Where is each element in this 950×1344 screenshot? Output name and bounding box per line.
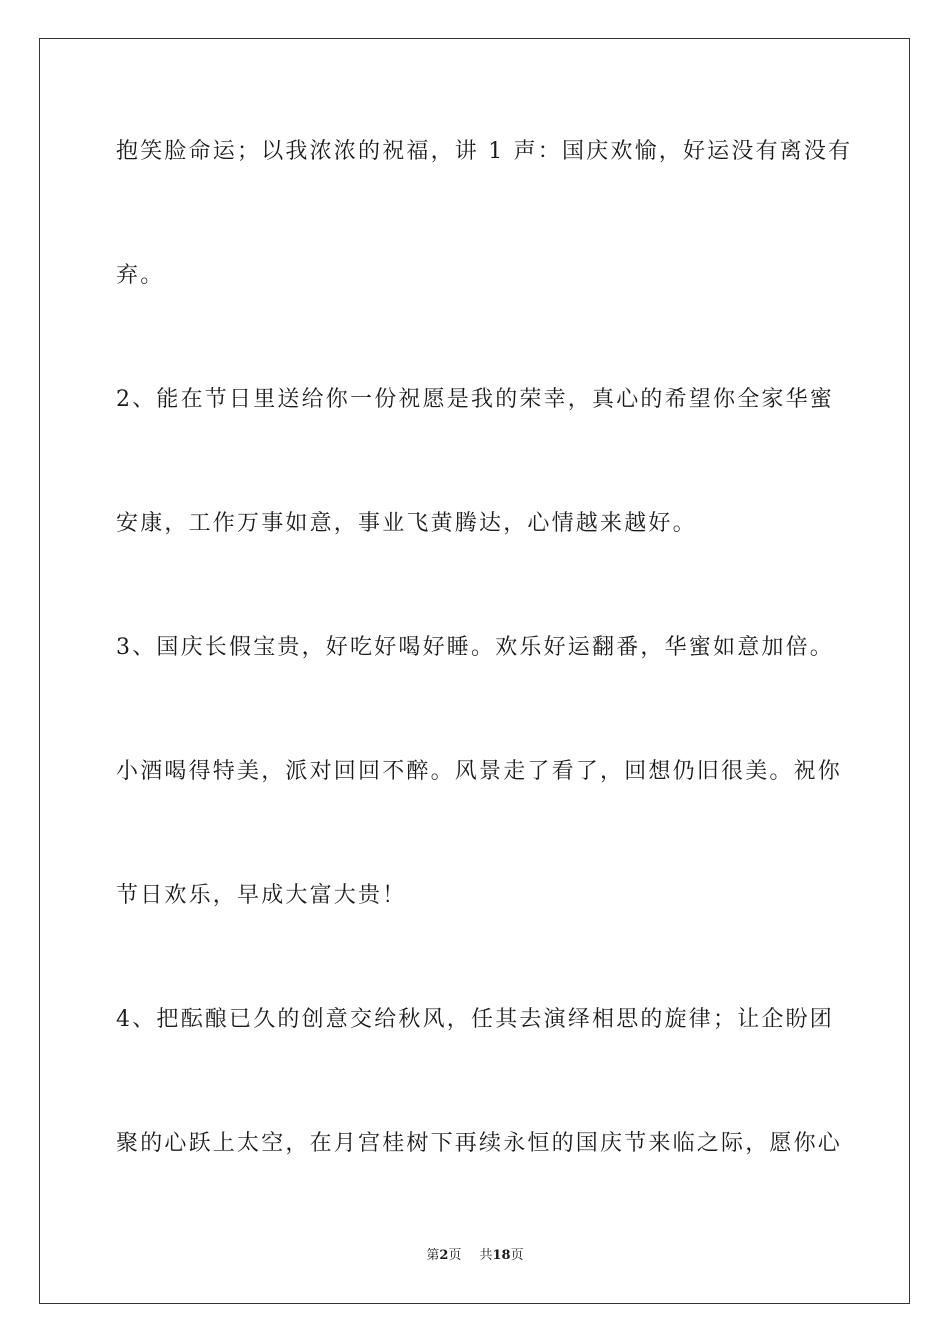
body-line-8: 4、把酝酿已久的创意交给秋风，任其去演绎相思的旋律；让企盼团: [116, 1007, 834, 1032]
footer-page-prefix: 第: [426, 1248, 440, 1263]
body-line-4: 安康，工作万事如意，事业飞黄腾达，心情越来越好。: [116, 511, 697, 536]
body-line-7: 节日欢乐，早成大富大贵！: [116, 883, 407, 908]
footer-total-pages: 18: [492, 1248, 511, 1263]
body-line-6: 小酒喝得特美，派对回回不醉。风景走了看了，回想仍旧很美。祝你: [116, 759, 843, 784]
footer-total-prefix: 共: [479, 1248, 493, 1263]
body-line-9: 聚的心跃上太空，在月宫桂树下再续永恒的国庆节来临之际，愿你心: [116, 1131, 843, 1156]
body-line-5: 3、国庆长假宝贵，好吃好喝好睡。欢乐好运翻番，华蜜如意加倍。: [116, 635, 834, 660]
body-line-1: 抱笑脸命运；以我浓浓的祝福，讲 1 声：国庆欢愉，好运没有离没有: [116, 139, 853, 164]
footer-total-suffix: 页: [510, 1248, 524, 1263]
page-frame: [39, 38, 910, 1304]
footer-page-suffix: 页: [448, 1248, 462, 1263]
body-line-3: 2、能在节日里送给你一份祝愿是我的荣幸，真心的希望你全家华蜜: [116, 387, 834, 412]
page-footer: [0, 1247, 950, 1265]
body-line-2: 弃。: [116, 263, 165, 288]
footer-page-number: 2: [439, 1248, 449, 1263]
